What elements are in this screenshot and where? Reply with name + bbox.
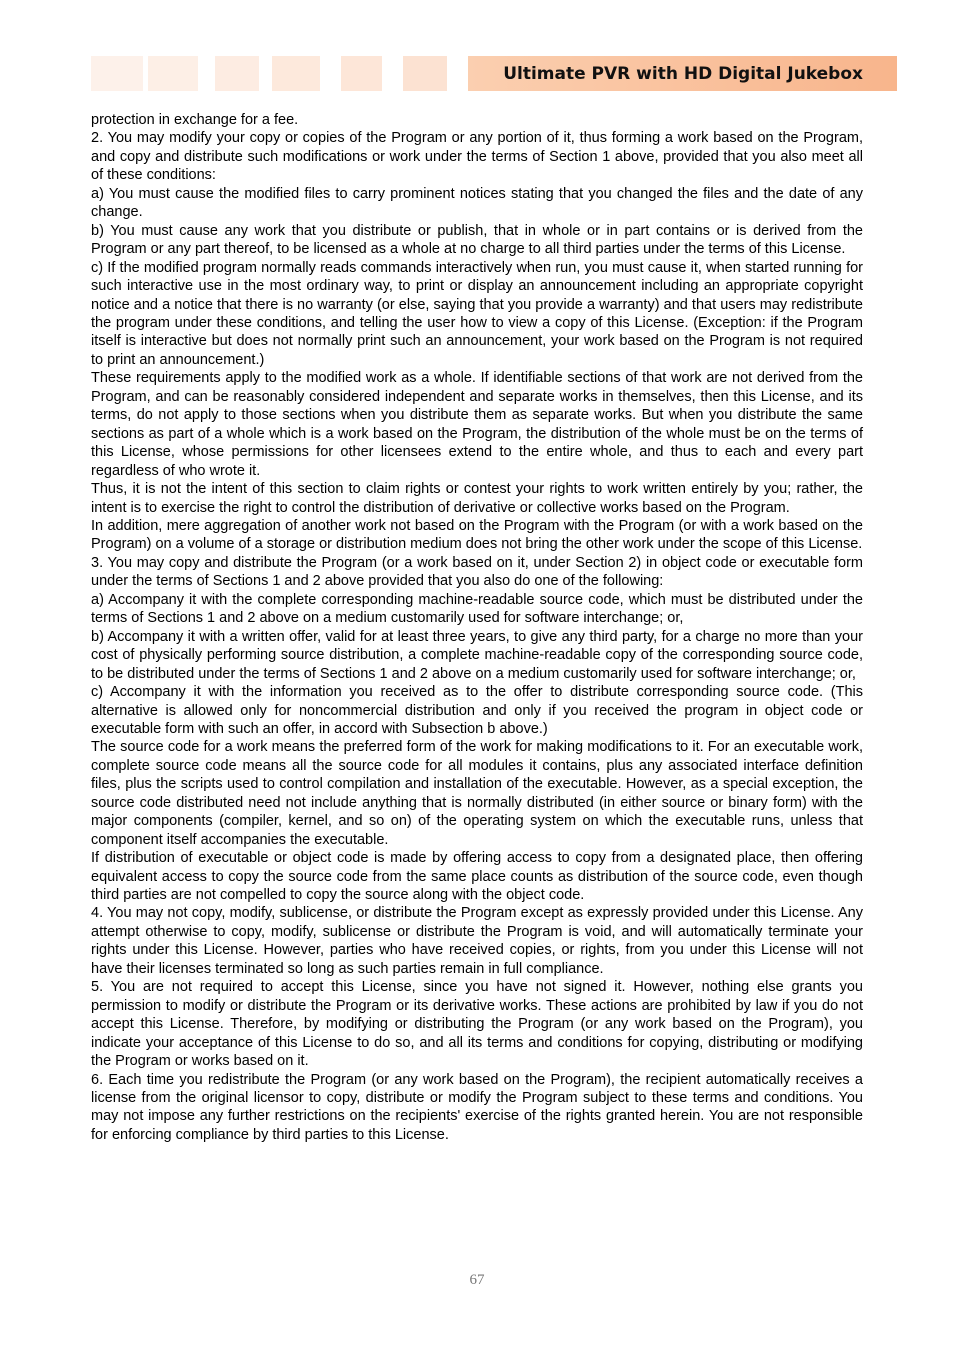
paragraph: c) Accompany it with the information you received as to the offer to distribute corresponding source code. (This alternative is allowed only for noncommercial distribution and only if you received the program in object code or executable form with such an offer, in accord with Subsection b above.) xyxy=(91,684,863,737)
header-deco-block xyxy=(341,56,382,91)
header-deco-block xyxy=(403,56,447,91)
license-text xyxy=(91,111,863,1144)
paragraph: b) Accompany it with a written offer, valid for at least three years, to give any third party, for a charge no more than your cost of physically performing source distribution, a complete machine-readable copy of the corresponding source code, to be distributed under the terms of Sections 1 and 2 above on a medium customarily used for software interchange; or, xyxy=(91,628,863,682)
header-deco-block xyxy=(148,56,198,91)
header-deco-block xyxy=(91,56,143,91)
page-number: 67 xyxy=(469,1272,485,1288)
paragraph: a) Accompany it with the complete corresponding machine-readable source code, which must be distributed under the terms of Sections 1 and 2 above on a medium customarily used for software interchange; or, xyxy=(91,591,863,627)
header-title: Ultimate PVR with HD Digital Jukebox xyxy=(468,56,897,91)
paragraph: 4. You may not copy, modify, sublicense, or distribute the Program except as expressly provided under this License. Any attempt otherwise to copy, modify, sublicense or distribute the Program is void, and will automatically terminate your rights under this License. However, parties who have received copies, or rights, from you under this License will not have their licenses terminated so long as such parties remain in full compliance. xyxy=(91,905,863,977)
header-deco-block xyxy=(272,56,320,91)
paragraph: The source code for a work means the preferred form of the work for making modifications to it. For an executable work, complete source code means all the source code for all modules it contains, plus any associated interface definition files, plus the scripts used to control compilation and installation of the executable. However, as a special exception, the source code distributed need not include anything that is normally distributed (in either source or binary form) with the major components (compiler, kernel, and so on) of the operating system on which the executable runs, unless that component itself accompanies the executable. xyxy=(91,739,863,848)
paragraph: protection in exchange for a fee. xyxy=(91,112,299,128)
paragraph: 5. You are not required to accept this License, since you have not signed it. However, nothing else grants you permission to modify or distribute the Program or its derivative works. These actions are prohibited by law if you do not accept this License. Therefore, by modifying or distributing the Program (or any work based on the Program), you indicate your acceptance of this License to do so, and all its terms and conditions for copying, distributing or modifying the Program or works based on it. xyxy=(91,979,863,1070)
paragraph: These requirements apply to the modified work as a whole. If identifiable sections of that work are not derived from the Program, and can be reasonably considered independent and separate works in themselves, then this License, and its terms, do not apply to those sections when you distribute them as separate works. But when you distribute the same sections as part of a whole which is a work based on the Program, the distribution of the whole must be on the terms of this License, whose permissions for other licensees extend to the entire whole, and thus to each and every part regardless of who wrote it. xyxy=(91,370,863,479)
paragraph: 2. You may modify your copy or copies of the Program or any portion of it, thus forming a work based on the Program, and copy and distribute such modifications or work under the terms of Section 1 above, provided that you also meet all of these conditions: xyxy=(91,130,863,184)
paragraph: In addition, mere aggregation of another work not based on the Program with the Program (or with a work based on the Program) on a volume of a storage or distribution medium does not bring the other work under the scope of this License. xyxy=(91,517,863,553)
paragraph: 6. Each time you redistribute the Program (or any work based on the Program), the recipient automatically receives a license from the original licensor to copy, distribute or modify the Program subject to these terms and conditions. You may not impose any further restrictions on the recipients' exercise of the rights granted herein. You are not responsible for enforcing compliance by third parties to this License. xyxy=(91,1071,863,1143)
paragraph: Thus, it is not the intent of this section to claim rights or contest your rights to work written entirely by you; rather, the intent is to exercise the right to control the distribution of derivative or collective works based on the Program. xyxy=(91,481,863,516)
paragraph: 3. You may copy and distribute the Program (or a work based on it, under Section 2) in object code or executable form under the terms of Sections 1 and 2 above provided that you also do one of the following: xyxy=(91,554,863,590)
header-deco-block xyxy=(215,56,259,91)
paragraph: b) You must cause any work that you distribute or publish, that in whole or in part contains or is derived from the Program or any part thereof, to be licensed as a whole at no charge to all third parties under the terms of this License. xyxy=(91,222,863,258)
paragraph: a) You must cause the modified files to carry prominent notices stating that you changed the files and the date of any change. xyxy=(91,185,863,221)
paragraph: If distribution of executable or object code is made by offering access to copy from a designated place, then offering equivalent access to copy the source code from the same place counts as distribution of the source code, even though third parties are not compelled to copy the source along with the object code. xyxy=(91,850,863,904)
paragraph: c) If the modified program normally reads commands interactively when run, you must cause it, when started running for such interactive use in the most ordinary way, to print or display an announcement including an appropriate copyright notice and a notice that there is no warranty (or else, saying that you provide a warranty) and that users may redistribute the program under these conditions, and telling the user how to view a copy of this License. (Exception: if the Program itself is interactive but does not normally print such an announcement, your work based on the Program is not required to print an announcement.) xyxy=(91,259,863,368)
